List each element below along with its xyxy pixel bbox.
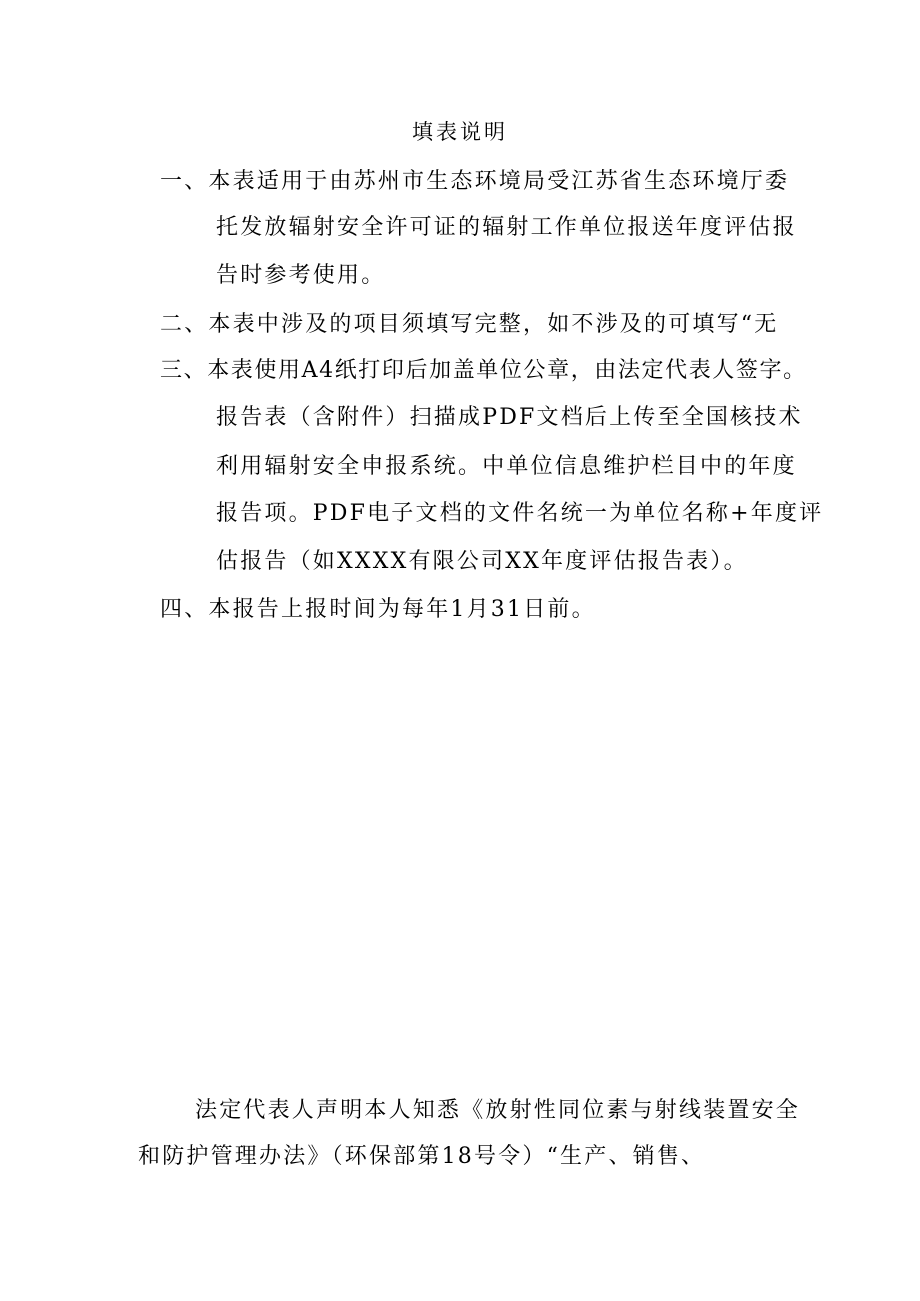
list-item-text: 本报告上报时间为每年1月31日前。 [208, 597, 596, 622]
list-item-1-line-1 [160, 166, 789, 198]
list-item-3-line-1 [160, 355, 807, 387]
list-item-text: 本表使用A4纸打印后加盖单位公章，由法定代表人签字。 [207, 358, 807, 383]
list-item-3-line-2: 报告表（含附件）扫描成PDF文档后上传至全国核技术 [216, 405, 803, 430]
list-item-2-line-1 [160, 309, 778, 341]
list-item-1-line-3: 告时参考使用。 [216, 263, 386, 288]
list-item-4-line-1 [160, 594, 596, 626]
declaration-line-2: 和防护管理办法》（环保部第18号令）“生产、销售、 [138, 1144, 706, 1169]
list-item-3-line-3: 利用辐射安全申报系统。中单位信息维护栏目中的年度 [216, 454, 797, 479]
list-item-3-line-4: 报告项。PDF电子文档的文件名统一为单位名称+年度评 [216, 501, 824, 526]
list-item-marker: 一、 [160, 169, 209, 194]
declaration-line-1: 法定代表人声明本人知悉《放射性同位素与射线装置安全 [195, 1098, 801, 1123]
list-item-text: 本表适用于由苏州市生态环境局受江苏省生态环境厅委 [208, 169, 790, 194]
list-item-marker: 三、 [160, 358, 208, 383]
list-item-text: 本表中涉及的项目须填写完整，如不涉及的可填写“无 [208, 312, 779, 337]
list-item-3-line-5: 估报告（如XXXX有限公司XX年度评估报告表）。 [216, 549, 748, 574]
list-item-marker: 二、 [160, 312, 209, 337]
list-item-marker: 四、 [160, 597, 209, 622]
list-item-1-line-2: 托发放辐射安全许可证的辐射工作单位报送年度评估报 [216, 215, 797, 240]
page-title: 填表说明 [412, 120, 508, 144]
